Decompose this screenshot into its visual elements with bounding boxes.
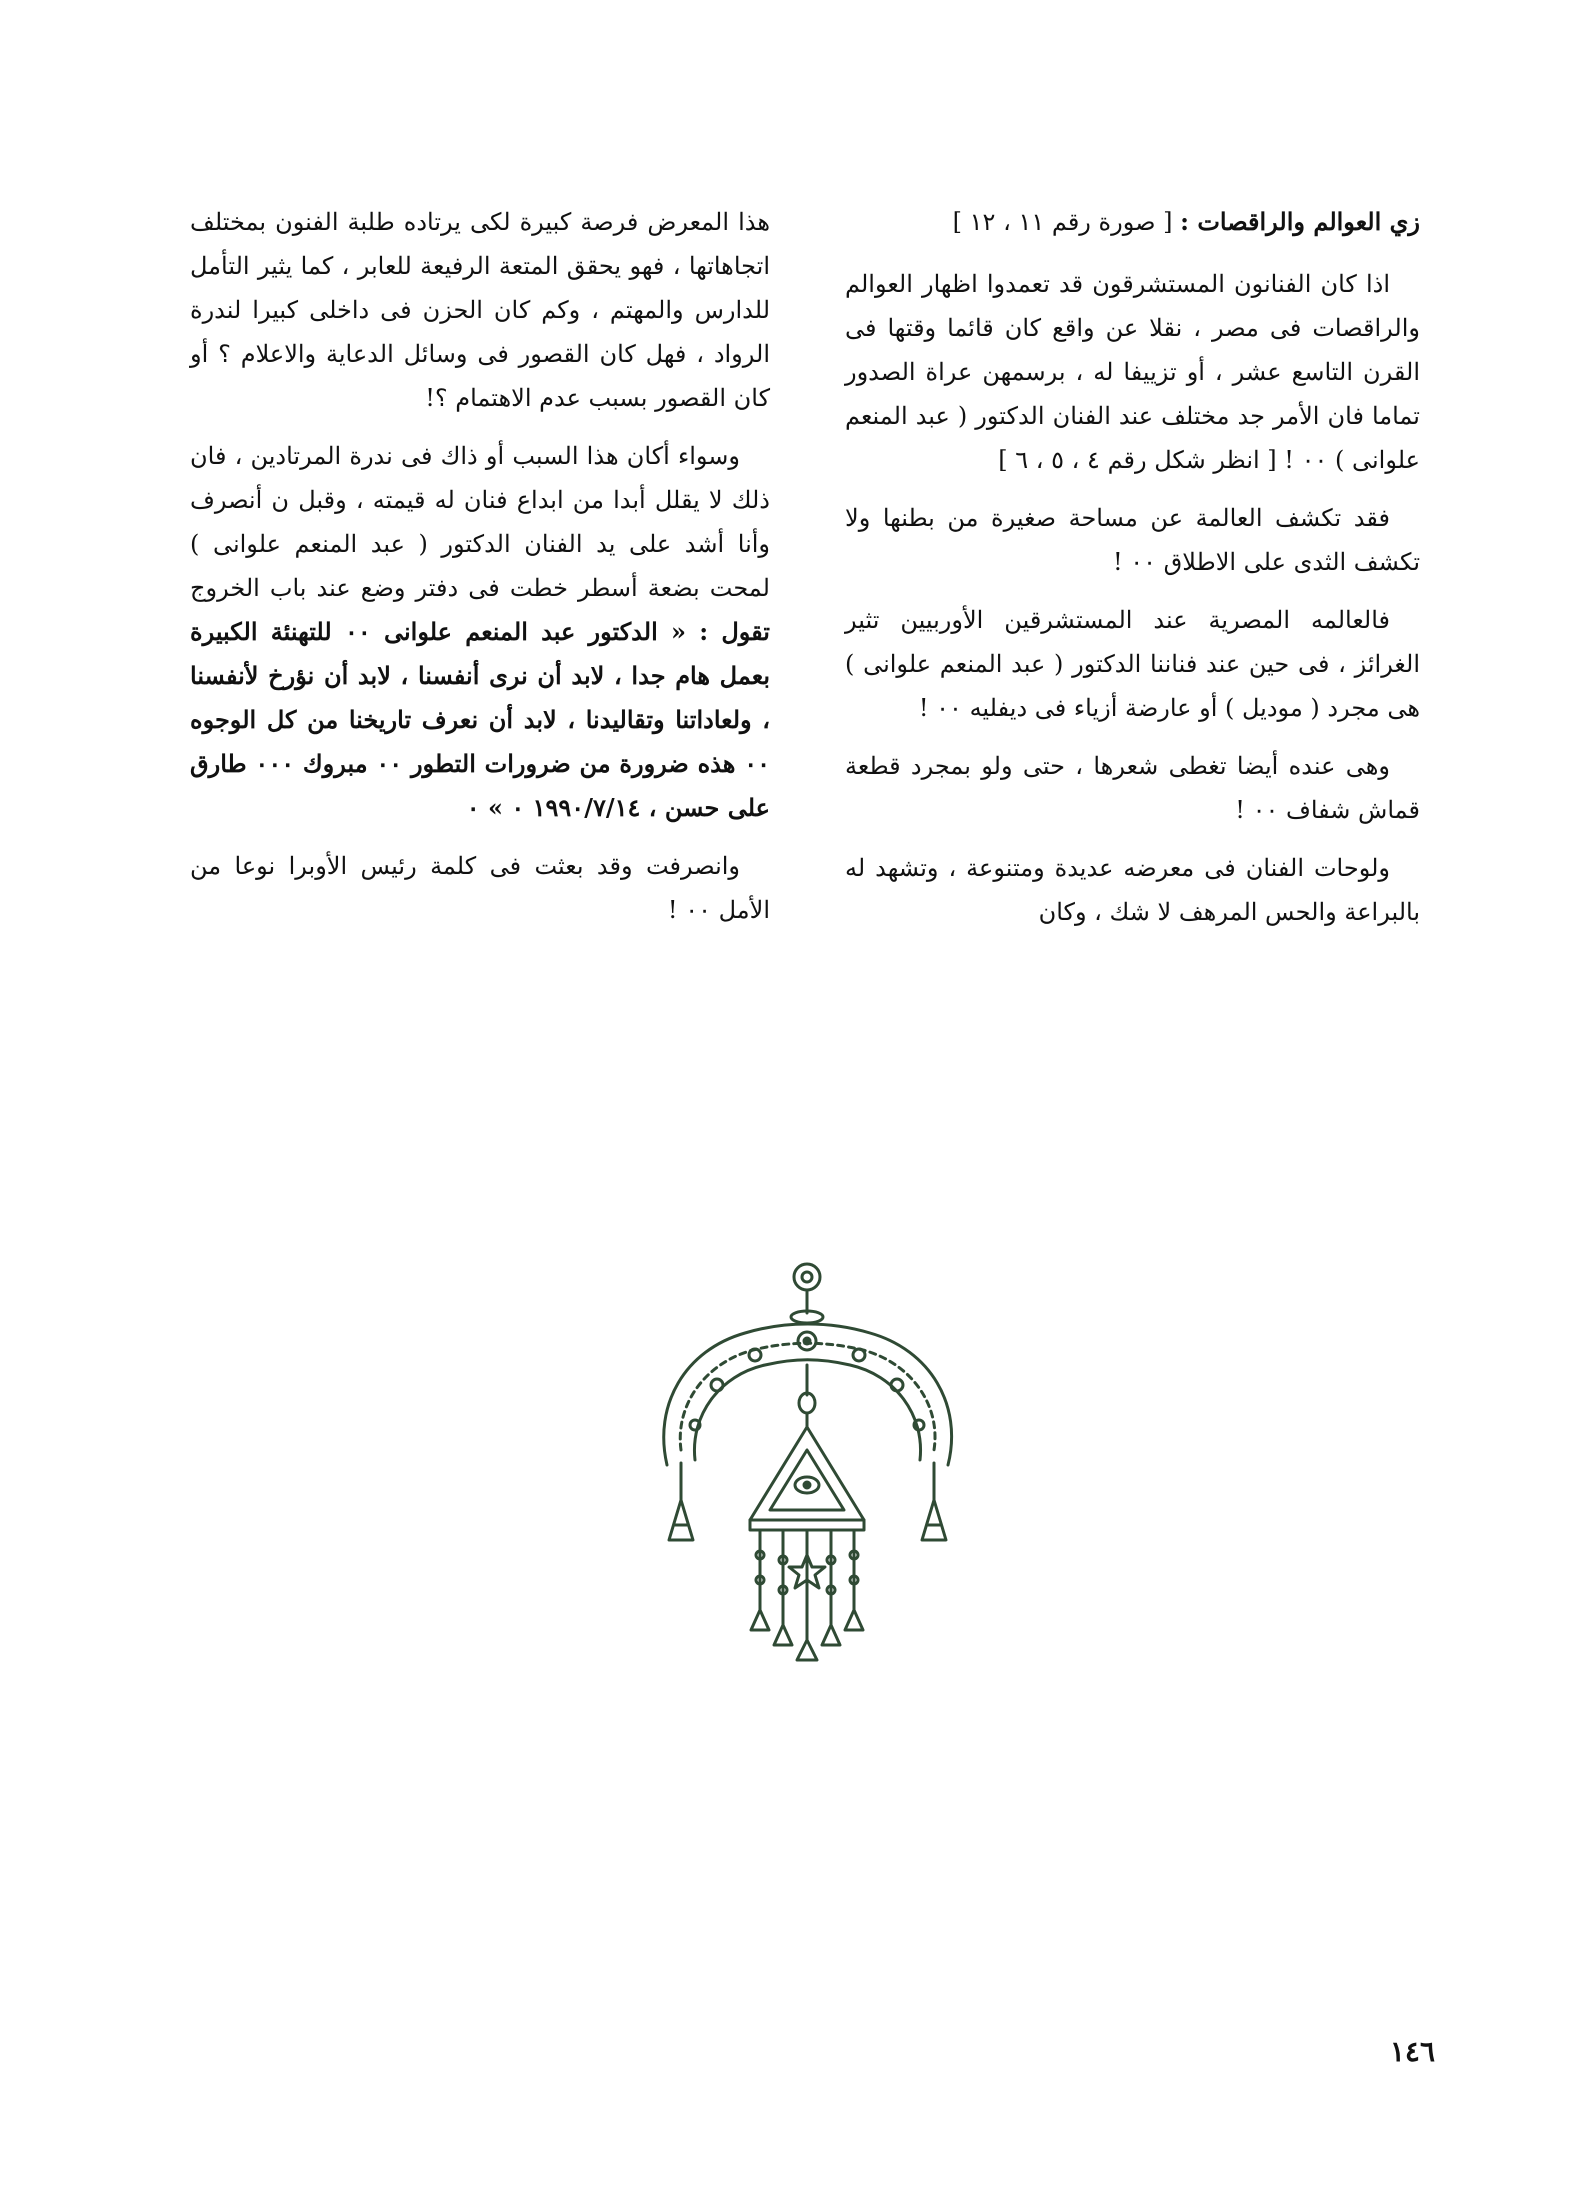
left-column [190, 200, 770, 946]
right-paragraph-3: فالعالمه المصرية عند المستشرقين الأوربيين تثير الغرائز ، فى حين عند فناننا الدكتور ( عبد المنعم علوانى ) هى مجرد ( موديل ) أو عارضة أزياء فى ديفليه ٠٠ ! [845, 606, 1420, 722]
right-paragraph-1: اذا كان الفنانون المستشرقون قد تعمدوا اظهار العوالم والراقصات فى مصر ، نقلا عن واقع كان قائما وقتها فى القرن التاسع عشر ، أو تزييفا له ، برسمهن عراة الصدور تماما فان الأمر جد مختلف عند الفنان الدكتور ( عبد المنعم علوانى ) ٠٠ ! [ انظر شكل رقم ٤ ، ٥ ، ٦ ] [845, 270, 1420, 474]
right-paragraph-5: ولوحات الفنان فى معرضه عديدة ومتنوعة ، وتشهد له بالبراعة والحس المرهف لا شك ، وكان [845, 854, 1420, 926]
right-paragraph-4: وهى عنده أيضا تغطى شعرها ، حتى ولو بمجرد قطعة قماش شفاف ٠٠ ! [845, 752, 1420, 824]
section-heading-title: زي العوالم والراقصات : [1180, 207, 1420, 236]
section-heading-figure-ref: [ صورة رقم ١١ ، ١٢ ] [952, 208, 1173, 236]
central-triangle [750, 1427, 864, 1520]
page-number: ١٤٦ [1389, 2035, 1435, 2068]
section-heading [845, 200, 1420, 244]
left-paragraph-2 [190, 434, 770, 830]
left-paragraph-2-intro: وسواء أكان هذا السبب أو ذاك فى ندرة المرتادين ، فان ذلك لا يقلل أبدا من ابداع فنان له قيمته ، وقبل ن أنصرف وأنا أشد على يد الفنان الدكتور ( عبد المنعم علوانى ) لمحت بضعة أسطر خطت فى دفتر وضع عند باب الخروج [190, 442, 770, 602]
right-paragraph-2: فقد تكشف العالمة عن مساحة صغيرة من بطنها ولا تكشف الثدى على الاطلاق ٠٠ ! [845, 504, 1420, 576]
right-dangle [922, 1500, 946, 1540]
left-dangle [669, 1500, 693, 1540]
guestbook-quote: تقول : « الدكتور عبد المنعم علوانى ٠٠ للتهنئة الكبيرة بعمل هام جدا ، لابد أن نرى أنفسنا ، لابد أن نؤرخ لأنفسنا ، ولعاداتنا وتقاليدنا ، لابد أن نعرف تاريخنا من كل الوجوه ٠٠ هذه ضرورة من ضرورات التطور ٠٠ مبروك ٠٠٠ طارق على حسن ، ١٩٩٠/٧/١٤ ٠ » ٠ [190, 617, 770, 822]
right-column [845, 200, 1420, 948]
left-paragraph-3: وانصرفت وقد بعثت فى كلمة رئيس الأوبرا نوعا من الأمل ٠٠ ! [190, 852, 770, 924]
left-paragraph-1: هذا المعرض فرصة كبيرة لكى يرتاده طلبة الفنون بمختلف اتجاهاتها ، فهو يحقق المتعة الرفيعة للعابر ، كما يثير التأمل للدارس والمهتم ، وكم كان الحزن فى داخلى كبيرا لندرة الرواد ، فهل كان القصور فى وسائل الدعاية والاعلام ؟ أو كان القصور بسبب عدم الاهتمام ؟! [190, 208, 771, 412]
pendant-loop [794, 1264, 820, 1290]
crescent-pendant-illustration [645, 1255, 970, 1695]
